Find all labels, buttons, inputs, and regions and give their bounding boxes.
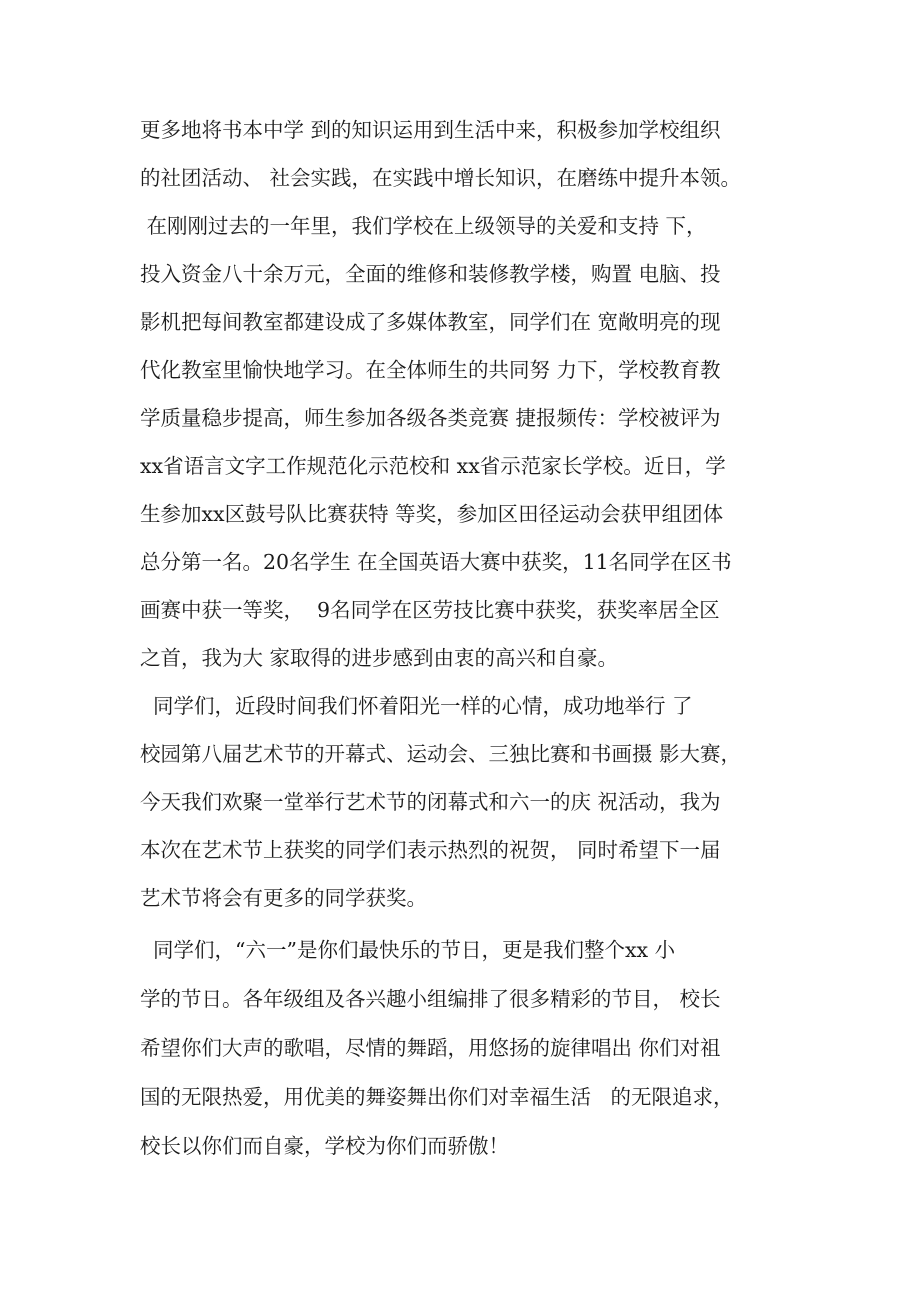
- text-line: 校园第八届艺术节的开幕式、运动会、三独比赛和书画摄 影大赛，: [140, 742, 742, 766]
- text-line: 艺术节将会有更多的同学获奖。: [140, 886, 427, 910]
- text-line: 代化教室里愉快地学习。在全体师生的共同努 力下，学校教育教: [140, 358, 721, 382]
- text-line: 总分第一名。20名学生 在全国英语大赛中获奖，11名同学在区书: [140, 550, 732, 574]
- text-line: 同学们，“六一”是你们最快乐的节日，更是我们整个xx 小: [140, 938, 676, 962]
- text-line: 的社团活动、 社会实践，在实践中增长知识，在磨练中提升本领。: [140, 166, 742, 190]
- text-line: 之首，我为大 家取得的进步感到由衷的高兴和自豪。: [140, 646, 619, 670]
- text-line: 生参加xx区鼓号队比赛获特 等奖，参加区田径运动会获甲组团体: [140, 502, 724, 526]
- text-line: 更多地将书本中学 到的知识运用到生活中来，积极参加学校组织: [140, 118, 721, 142]
- text-line: 投入资金八十余万元，全面的维修和装修教学楼，购置 电脑、投: [140, 262, 721, 286]
- text-line: 今天我们欢聚一堂举行艺术节的闭幕式和六一的庆 祝活动，我为: [140, 790, 721, 814]
- text-line: 同学们，近段时间我们怀着阳光一样的心情，成功地举行 了: [140, 694, 693, 718]
- text-line: 本次在艺术节上获奖的同学们表示热烈的祝贺， 同时希望下一届: [140, 838, 721, 862]
- text-line: xx省语言文字工作规范化示范校和 xx省示范家长学校。近日，学: [140, 454, 726, 478]
- text-line: 在刚刚过去的一年里，我们学校在上级领导的关爱和支持 下，: [140, 214, 707, 238]
- text-line: 学质量稳步提高，师生参加各级各类竞赛 捷报频传：学校被评为: [140, 406, 721, 430]
- text-line: 画赛中获一等奖， 9名同学在区劳技比赛中获奖，获奖率居全区: [140, 598, 720, 622]
- text-line: 希望你们大声的歌唱，尽情的舞蹈，用悠扬的旋律唱出 你们对祖: [140, 1036, 721, 1060]
- text-line: 影机把每间教室都建设成了多媒体教室，同学们在 宽敞明亮的现: [140, 310, 721, 334]
- text-line: 学的节日。各年级组及各兴趣小组编排了很多精彩的节目， 校长: [140, 987, 721, 1011]
- text-line: 国的无限热爱，用优美的舞姿舞出你们对幸福生活 的无限追求，: [140, 1085, 734, 1109]
- text-line: 校长以你们而自豪，学校为你们而骄傲！: [140, 1134, 509, 1158]
